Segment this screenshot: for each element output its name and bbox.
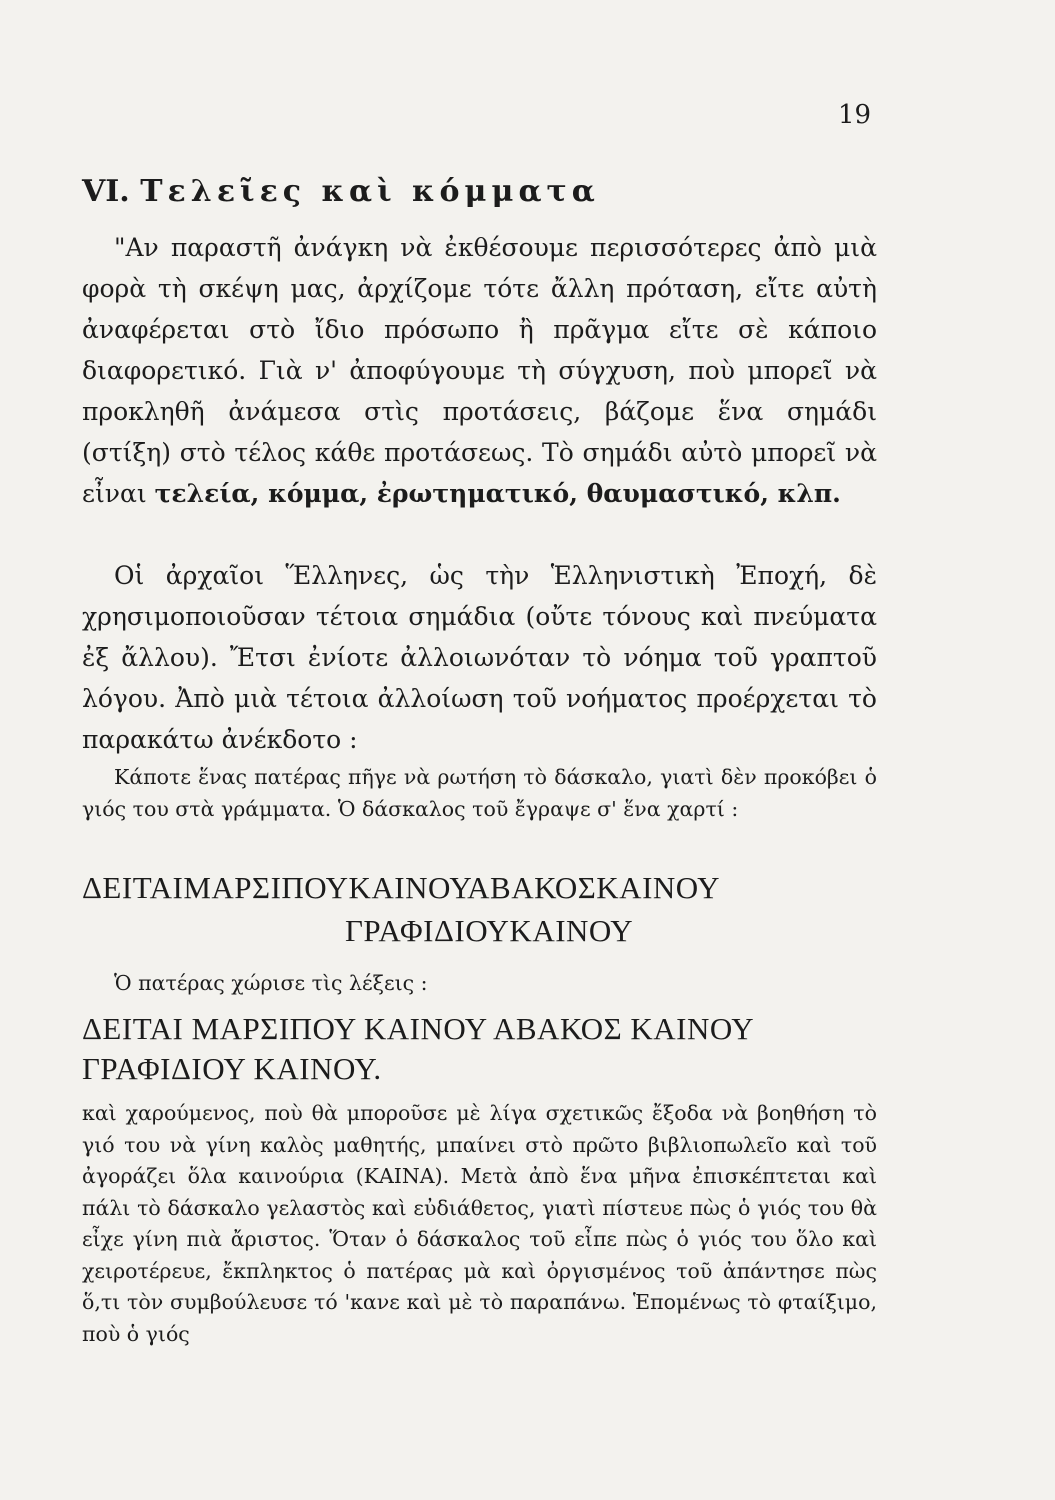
section-title: Τελεῖες καὶ κόμματα <box>140 174 600 209</box>
paragraph-text: Κάποτε ἕνας πατέρας πῆγε νὰ ρωτήση τὸ δάσκαλο, γιατὶ δὲν προκόβει ὁ γιός του στὰ γράμματα. Ὁ δάσκαλος τοῦ ἔγραψε σ' ἕνα χαρτί : <box>82 765 877 821</box>
paragraph-text: Ὁ πατέρας χώρισε τὶς λέξεις : <box>114 971 428 995</box>
page-number: 19 <box>838 100 872 130</box>
unspaced-note-line-2: ΓΡΑΦΙΔΙΟΥΚΑΙΝΟΥ <box>345 913 634 948</box>
paragraph-text: "Αν παραστῆ ἀνάγκη νὰ ἐκθέσουμε περισσότερες ἀπὸ μιὰ φορὰ τὴ σκέψη μας, ἀρχίζομε τότε ἄλλη πρόταση, εἴτε αὐτὴ ἀναφέρεται στὸ ἴδιο πρόσωπο ἢ πρᾶγμα εἴτε σὲ κάποιο διαφορετικό. Γιὰ ν' ἀποφύγουμε τὴ σύγχυση, ποὺ μπορεῖ νὰ προκληθῆ ἀνάμεσα στὶς προτάσεις, βάζομε ἕνα σημάδι (στίξη) στὸ τέλος κάθε προτάσεως. Τὸ σημάδι αὐτὸ μπορεῖ νὰ εἶναι <box>82 233 877 508</box>
section-numeral: VI. <box>82 174 130 209</box>
paragraph-separation-intro <box>82 968 877 1000</box>
punctuation-terms: τελεία, κόμμα, ἐρωτηματικό, θαυμαστικό, κλπ. <box>154 479 841 508</box>
paragraph-ancient-greeks <box>82 555 877 760</box>
section-heading <box>82 174 600 209</box>
paragraph-anecdote-intro <box>82 762 877 825</box>
spaced-note-line-1: ΔΕΙΤΑΙ ΜΑΡΣΙΠΟΥ ΚΑΙΝΟΥ ΑΒΑΚΟΣ ΚΑΙΝΟΥ <box>82 1011 755 1046</box>
paragraph-text: Οἱ ἀρχαῖοι Ἕλληνες, ὡς τὴν Ἑλληνιστικὴ Ἐποχή, δὲ χρησιμοποιοῦσαν τέτοια σημάδια (οὔτε τόνους καὶ πνεύματα ἐξ ἄλλου). Ἔτσι ἐνίοτε ἀλλοιωνόταν τὸ νόημα τοῦ γραπτοῦ λόγου. Ἀπὸ μιὰ τέτοια ἀλλοίωση τοῦ νοήματος προέρχεται τὸ παρακάτω ἀνέκδοτο : <box>82 561 877 754</box>
paragraph-punctuation-intro <box>82 227 877 514</box>
paragraph-text: καὶ χαρούμενος, ποὺ θὰ μποροῦσε μὲ λίγα σχετικῶς ἔξοδα νὰ βοηθήση τὸ γιό του νὰ γίνη καλὸς μαθητής, μπαίνει στὸ πρῶτο βιβλιοπωλεῖο καὶ τοῦ ἀγοράζει ὅλα καινούρια (ΚΑΙΝΑ). Μετὰ ἀπὸ ἕνα μῆνα ἐπισκέπτεται καὶ πάλι τὸ δάσκαλο γελαστὸς καὶ εὐδιάθετος, γιατὶ πίστευε πὼς ὁ γιός του θὰ εἶχε γίνη πιὰ ἄριστος. Ὅταν ὁ δάσκαλος τοῦ εἶπε πὼς ὁ γιός του ὅλο καὶ χειροτέρευε, ἔκπληκτος ὁ πατέρας μὰ καὶ ὀργισμένος τοῦ ἀπάντησε πὼς ὅ,τι τὸν συμβούλευσε τό 'κανε καὶ μὲ τὸ παραπάνω. Ἑπομένως τὸ φταίξιμο, ποὺ ὁ γιός <box>82 1101 877 1346</box>
paragraph-conclusion <box>82 1098 877 1350</box>
spaced-note-line-2: ΓΡΑΦΙΔΙΟΥ ΚΑΙΝΟΥ. <box>82 1051 382 1086</box>
unspaced-note-line-1: ΔΕΙΤΑΙΜΑΡΣΙΠΟΥΚΑΙΝΟΥΑΒΑΚΟΣΚΑΙΝΟΥ <box>82 870 721 905</box>
